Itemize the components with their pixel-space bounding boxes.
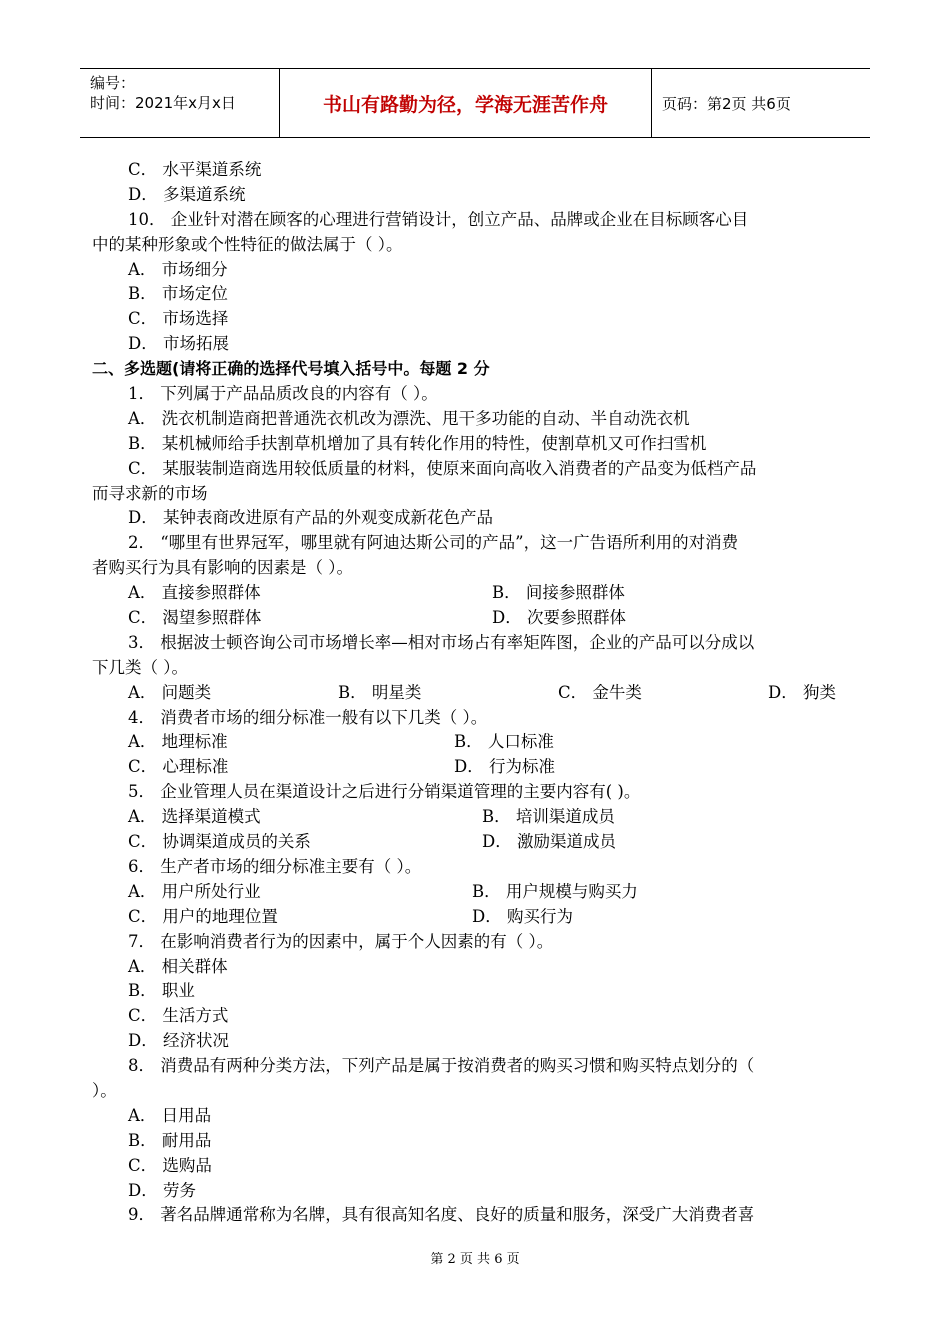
option-line: A． 相关群体 [128, 956, 228, 976]
option-line: D． 某钟表商改进原有产品的外观变成新花色产品 [128, 508, 493, 528]
option-item: B． 间接参照群体 [492, 583, 625, 603]
option-item: B． 用户规模与购买力 [472, 881, 638, 901]
option-line: B． 耐用品 [128, 1130, 212, 1150]
option-line: B． 市场定位 [128, 284, 228, 304]
option-line: 而寻求新的市场 [92, 483, 208, 503]
option-row [92, 581, 867, 606]
question-line: 1． 下列属于产品品质改良的内容有（ ）。 [128, 384, 438, 404]
option-line: C． 市场选择 [128, 309, 229, 329]
header-motto: 书山有路勤为径，学海无涯苦作舟 [280, 69, 652, 137]
question-line: 4． 消费者市场的细分标准一般有以下几类（ ）。 [128, 707, 488, 727]
option-item: D． 狗类 [768, 682, 836, 702]
option-item: D． 购买行为 [472, 906, 573, 926]
question-line: 6． 生产者市场的细分标准主要有（ ）。 [128, 856, 422, 876]
option-line: A． 市场细分 [128, 259, 228, 279]
option-item: A． 问题类 [128, 682, 212, 702]
option-item: B． 培训渠道成员 [482, 807, 615, 827]
question-line: ）。 [92, 1080, 117, 1100]
option-item: B． 人口标准 [454, 732, 554, 752]
question-line: 3． 根据波士顿咨询公司市场增长率—相对市场占有率矩阵图，企业的产品可以分成以 [128, 632, 755, 652]
page-footer: 第 2 页 共 6 页 [430, 1252, 520, 1267]
question-line: 下几类（ ）。 [92, 657, 188, 677]
document-body [92, 158, 867, 1228]
option-row [92, 730, 867, 755]
option-row [92, 606, 867, 631]
option-line: D． 经济状况 [128, 1031, 229, 1051]
header-page-info: 页码：第2页 共6页 [662, 94, 791, 113]
option-row [92, 755, 867, 780]
option-line: D． 市场拓展 [128, 334, 229, 354]
option-item: D． 行为标准 [454, 757, 555, 777]
question-line: 2． “哪里有世界冠军，哪里就有阿迪达斯公司的产品”，这一广告语所利用的对消费 [128, 533, 739, 553]
header-meta [80, 69, 280, 137]
page-header [80, 68, 870, 138]
option-line: B． 某机械师给手扶割草机增加了具有转化作用的特性，使割草机又可作扫雪机 [128, 433, 707, 453]
option-item: D． 激励渠道成员 [482, 832, 616, 852]
option-item: C． 心理标准 [128, 757, 229, 777]
document-number: 编号： [90, 74, 136, 92]
option-item: A． 地理标准 [128, 732, 228, 752]
option-line: B． 职业 [128, 981, 195, 1001]
question-line: 7． 在影响消费者行为的因素中，属于个人因素的有（ ）。 [128, 931, 554, 951]
option-row [92, 830, 867, 855]
option-item: C． 协调渠道成员的关系 [128, 832, 311, 852]
option-item: C． 渴望参照群体 [128, 608, 262, 628]
document-date: 时间：2021年x月x日 [90, 94, 236, 112]
option-row [92, 805, 867, 830]
option-row [92, 905, 867, 930]
option-item: C． 用户的地理位置 [128, 906, 278, 926]
option-line: C． 水平渠道系统 [128, 160, 262, 179]
option-line: A． 洗衣机制造商把普通洗衣机改为漂洗、甩干多功能的自动、半自动洗衣机 [128, 408, 690, 428]
option-line: A． 日用品 [128, 1105, 212, 1125]
question-line: 8． 消费品有两种分类方法，下列产品是属于按消费者的购买习惯和购买特点划分的（ [128, 1056, 755, 1076]
question-line: 者购买行为具有影响的因素是（ ）。 [92, 558, 353, 578]
option-item: A． 直接参照群体 [128, 583, 261, 603]
option-line: C． 选购品 [128, 1155, 212, 1175]
option-row [92, 880, 867, 905]
option-line: D． 劳务 [128, 1180, 196, 1200]
option-item: C． 金牛类 [558, 682, 642, 702]
option-line: D． 多渠道系统 [128, 184, 246, 204]
option-line: C． 某服装制造商选用较低质量的材料，使原来面向高收入消费者的产品变为低档产品 [128, 458, 757, 478]
option-item: B． 明星类 [338, 682, 422, 702]
option-item: D． 次要参照群体 [492, 608, 626, 628]
option-line: C． 生活方式 [128, 1006, 229, 1026]
question-line: 5． 企业管理人员在渠道设计之后进行分销渠道管理的主要内容有( )。 [128, 782, 641, 802]
option-row [92, 681, 867, 706]
section-heading: 二、多选题(请将正确的选择代号填入括号中。每题 2 分 [92, 359, 490, 379]
question-line: 中的某种形象或个性特征的做法属于（ ）。 [92, 234, 403, 254]
question-line: 10． 企业针对潜在顾客的心理进行营销设计，创立产品、品牌或企业在目标顾客心目 [128, 209, 749, 229]
option-item: A． 用户所处行业 [128, 881, 261, 901]
option-item: A． 选择渠道模式 [128, 807, 261, 827]
question-line: 9． 著名品牌通常称为名牌，具有很高知名度、良好的质量和服务，深受广大消费者喜 [128, 1205, 755, 1225]
